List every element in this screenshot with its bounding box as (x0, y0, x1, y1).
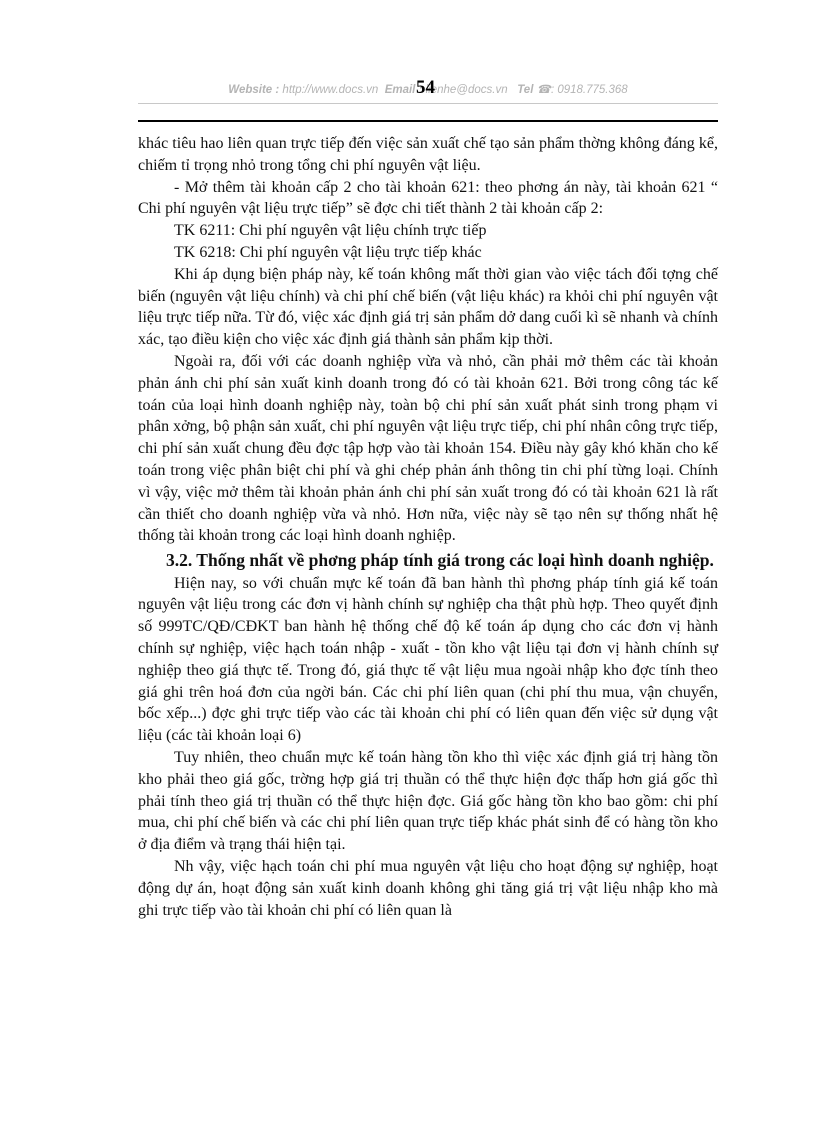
section-heading: 3.2. Thống nhất về phơng pháp tính giá trong các loại hình doanh nghiệp. (166, 550, 714, 571)
body-text (138, 133, 718, 921)
paragraph-7: Hiện nay, so với chuẩn mực kế toán đã ban hành thì phơng pháp tính giá kế toán nguyên vật liệu trong các đơn vị hành chính sự nghiệp cha thật phù hợp. Theo quyết định số 999TC/QĐ/CĐKT ban hành hệ thống chế độ kế toán áp dụng cho các đơn vị hành chính sự nghiệp, việc hạch toán nhập - xuất - tồn kho vật liệu tại đơn vị hành chính sự nghiệp theo giá thực tế. Trong đó, giá thực tế vật liệu mua ngoài nhập kho đợc tính theo giá ghi trên hoá đơn của ngời bán. Các chi phí liên quan (chi phí thu mua, vận chuyển, bốc xếp...) đợc ghi trực tiếp vào các tài khoản chi phí có liên quan đến việc sử dụng vật liệu (các tài khoản loại 6) (138, 574, 718, 745)
paragraph-8: Tuy nhiên, theo chuẩn mực kế toán hàng tồn kho thì việc xác định giá trị hàng tồn kho phải theo giá gốc, trờng hợp giá trị thuần có thể thực hiện đợc thấp hơn giá gốc thì phải tính theo giá trị thuần có thể thực hiện đợc. Giá gốc hàng tồn kho bao gồm: chi phí mua, chi phí chế biến và các chi phí liên quan trực tiếp khác phát sinh để có hàng tồn kho ở địa điểm và trạng thái hiện tại. (138, 749, 718, 854)
paragraph-2: - Mở thêm tài khoản cấp 2 cho tài khoản 621: theo phơng án này, tài khoản 621 “ Chi phí nguyên vật liệu trực tiếp” sẽ đợc chi tiết thành 2 tài khoản cấp 2: (138, 178, 718, 218)
page-header (138, 77, 718, 108)
paragraph-5: Khi áp dụng biện pháp này, kế toán không mất thời gian vào việc tách đối tợng chế biến (nguyên vật liệu chính) và chi phí chế biến (vật liệu khác) ra khỏi chi phí nguyên vật liệu trực tiếp nữa. Từ đó, việc xác định giá trị sản phẩm dở dang cuối kì sẽ nhanh và chính xác, tạo điều kiện cho việc xác định giá thành sản phẩm kịp thời. (138, 265, 718, 349)
tel-label: Tel (517, 84, 534, 96)
email-label: Email : (384, 84, 423, 96)
paragraph-1: khác tiêu hao liên quan trực tiếp đến việc sản xuất chế tạo sản phẩm thờng không đáng kể, chiếm tỉ trọng nhỏ trong tổng chi phí nguyên vật liệu. (138, 135, 718, 174)
content-top-rule (138, 120, 718, 122)
paragraph-4: TK 6218: Chi phí nguyên vật liệu trực tiếp khác (174, 243, 482, 261)
header-divider (138, 103, 718, 104)
page-number: 54 (416, 77, 435, 98)
paragraph-9: Nh vậy, việc hạch toán chi phí mua nguyên vật liệu cho hoạt động sự nghiệp, hoạt động dự án, hoạt động sản xuất kinh doanh không ghi tăng giá trị vật liệu nhập kho mà ghi trực tiếp vào tài khoản chi phí có liên quan là (138, 858, 718, 919)
website-url[interactable]: http://www.docs.vn (282, 84, 379, 96)
paragraph-6: Ngoài ra, đối với các doanh nghiệp vừa và nhỏ, cần phải mở thêm các tài khoản phản ánh chi phí sản xuất kinh doanh trong đó có tài khoản 621. Bởi trong công tác kế toán của loại hình doanh nghiệp này, toàn bộ chi phí sản xuất phát sinh trong phạm vi phân xởng, bộ phận sản xuất, chi phí nguyên vật liệu trực tiếp, chi phí nhân công trực tiếp, chi phí sản xuất chung đều đợc tập hợp vào tài khoản 154. Điều này gây khó khăn cho kế toán trong việc phân biệt chi phí và ghi chép phản ánh thông tin chi phí từng loại. Chính vì vậy, việc mở thêm tài khoản phản ánh chi phí sản xuất trong đó có tài khoản 621 là rất cần thiết cho doanh nghiệp vừa và nhỏ. Hơn nữa, việc này sẽ tạo nên sự thống nhất hệ thống tài khoản trong các loại hình doanh nghiệp. (138, 352, 718, 545)
tel-value: : 0918.775.368 (550, 84, 628, 96)
website-label: Website : (228, 84, 280, 96)
phone-icon: ☎ (536, 84, 551, 96)
email-value[interactable]: lienhe@docs.vn (425, 84, 508, 96)
paragraph-3: TK 6211: Chi phí nguyên vật liệu chính trực tiếp (174, 222, 487, 240)
